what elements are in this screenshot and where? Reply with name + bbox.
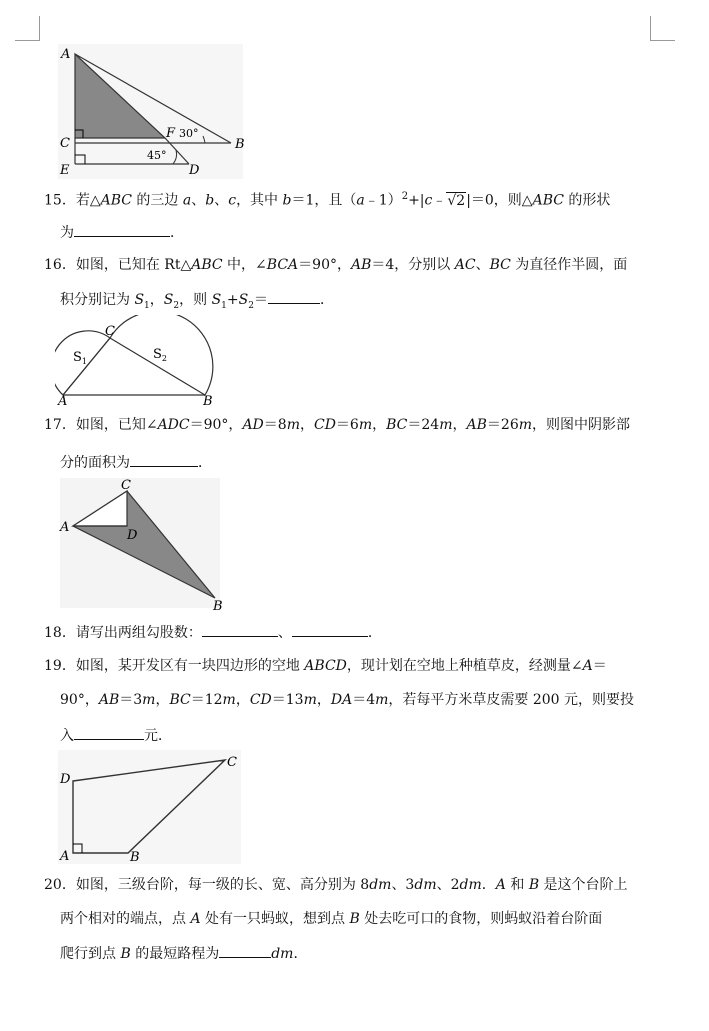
figure-quadrilateral-abcd <box>55 748 245 866</box>
answer-blank-17[interactable] <box>130 452 198 467</box>
figure-semicircles <box>55 315 220 407</box>
fig19-label-a: A <box>60 849 70 864</box>
answer-blank-16[interactable] <box>268 289 320 304</box>
answer-blank-18a[interactable] <box>202 622 278 637</box>
sqrt-2: √2 <box>447 192 466 209</box>
fig16-label-s2: $S_2$ <box>153 347 167 363</box>
fig16-label-c: C <box>105 324 115 339</box>
answer-blank-19[interactable] <box>74 725 144 740</box>
question-20-line-3: 爬行到点 B 的最短路程为 dm． <box>60 943 307 964</box>
crop-mark-top-right <box>650 16 675 41</box>
fig16-label-b: B <box>203 394 213 407</box>
question-19-line-3: 入 元． <box>60 725 172 746</box>
fig19-label-b: B <box>130 850 140 865</box>
question-17-line-2: 分的面积为 ． <box>60 452 212 473</box>
fig14-label-b: B <box>235 137 245 152</box>
answer-blank-18b[interactable] <box>292 622 368 637</box>
question-20-line-2: 两个相对的端点，点 A 处有一只蚂蚁，想到点 B 处去吃可口的食物，则蚂蚁沿着台阶面 <box>60 911 603 927</box>
fig17-label-c: C <box>121 478 131 493</box>
fig14-label-e: E <box>60 163 70 178</box>
fig14-label-a: A <box>61 47 71 62</box>
figure-shaded-triangle <box>55 476 235 616</box>
fig17-label-a: A <box>60 520 70 535</box>
question-15-line-2: 为 ． <box>60 222 184 243</box>
question-16-line-1: 16．如图，已知在 Rt△ABC 中，∠BCA＝90°，AB＝4，分别以 AC、BC 为直径作半圆，面 <box>44 257 628 273</box>
fig19-label-c: C <box>227 755 237 770</box>
fig14-angle-30: 30° <box>179 127 199 140</box>
question-16-line-2: 积分别记为 $S_1$，$S_2$，则 $S_1+S_2=$ ． <box>60 289 334 316</box>
fig19-label-d: D <box>60 772 71 787</box>
answer-blank-20[interactable] <box>219 943 271 958</box>
question-19-line-1: 19．如图，某开发区有一块四边形的空地 ABCD，现计划在空地上种植草皮，经测量∠A＝ <box>44 658 607 674</box>
fig17-label-b: B <box>213 599 223 614</box>
crop-mark-top-left <box>15 16 40 41</box>
fig14-label-d: D <box>189 163 200 178</box>
question-17-line-1: 17．如图，已知∠ADC＝90°，AD＝8m，CD＝6m，BC＝24m，AB＝26m，则图中阴影部 <box>44 417 631 433</box>
answer-blank-15[interactable] <box>74 222 170 237</box>
question-18: 18．请写出两组勾股数： 、 ． <box>44 622 382 643</box>
fig14-label-f: F <box>166 126 176 141</box>
question-19-line-2: 90°，AB＝3m，BC＝12m，CD＝13m，DA＝4m，若每平方米草皮需要 200 元，则要投 <box>60 692 635 708</box>
fig16-label-a: A <box>58 394 68 407</box>
question-20-line-1: 20．如图，三级台阶，每一级的长、宽、高分别为 8dm、3dm、2dm．A 和 B 是这个台阶上 <box>44 877 628 893</box>
question-15-line-1: 15．若△ABC 的三边 a、b、c，其中 b＝1，且（a﹣1）$^2$+|c﹣√2|＝0，则△ABC 的形状 <box>44 191 611 209</box>
fig14-angle-45: 45° <box>147 149 167 162</box>
figure-triangle-abc-efd <box>55 42 255 182</box>
fig16-label-s1: $S_1$ <box>73 350 87 366</box>
fig14-label-c: C <box>60 136 70 151</box>
fig17-label-d: D <box>127 528 138 543</box>
